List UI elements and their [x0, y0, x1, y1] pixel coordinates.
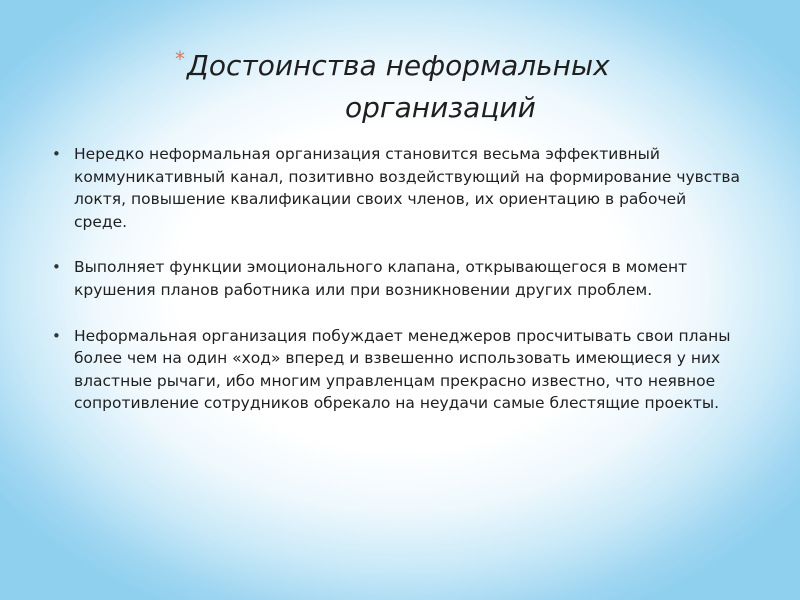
bullet-dot-icon: •: [52, 145, 61, 163]
bullet-text-1: Нередко неформальная организация становится весьма эффективный коммуникативный канал, позитивно воздействующий на формирование чувства локтя, повышение квалификации своих членов, их ориентацию в рабочей среде.: [74, 145, 740, 231]
slide-title: [175, 38, 735, 129]
bullet-text-3: Неформальная организация побуждает менеджеров просчитывать свои планы более чем на один «ход» вперед и взвешенно использовать имеющиеся у них властные рычаги, ибо многим управленцам прекрасно известно, что неявное сопротивление сотрудников обрекало на неудачи самые блестящие проекты.: [74, 326, 731, 413]
title-line-1: Достоинства неформальных: [187, 49, 610, 82]
title-asterisk-marker: *: [175, 47, 185, 71]
bullet-dot-icon: •: [52, 326, 61, 345]
bullet-item-2: [44, 256, 744, 301]
bullet-dot-icon: •: [52, 258, 61, 277]
title-line-2: организаций: [345, 91, 536, 124]
bullet-item-1: [44, 143, 744, 233]
bullet-item-3: [44, 325, 744, 415]
bullet-text-2: Выполняет функции эмоционального клапана, открывающегося в момент крушения планов работника или при возникновении других проблем.: [74, 258, 688, 299]
bullet-list: [44, 143, 744, 438]
